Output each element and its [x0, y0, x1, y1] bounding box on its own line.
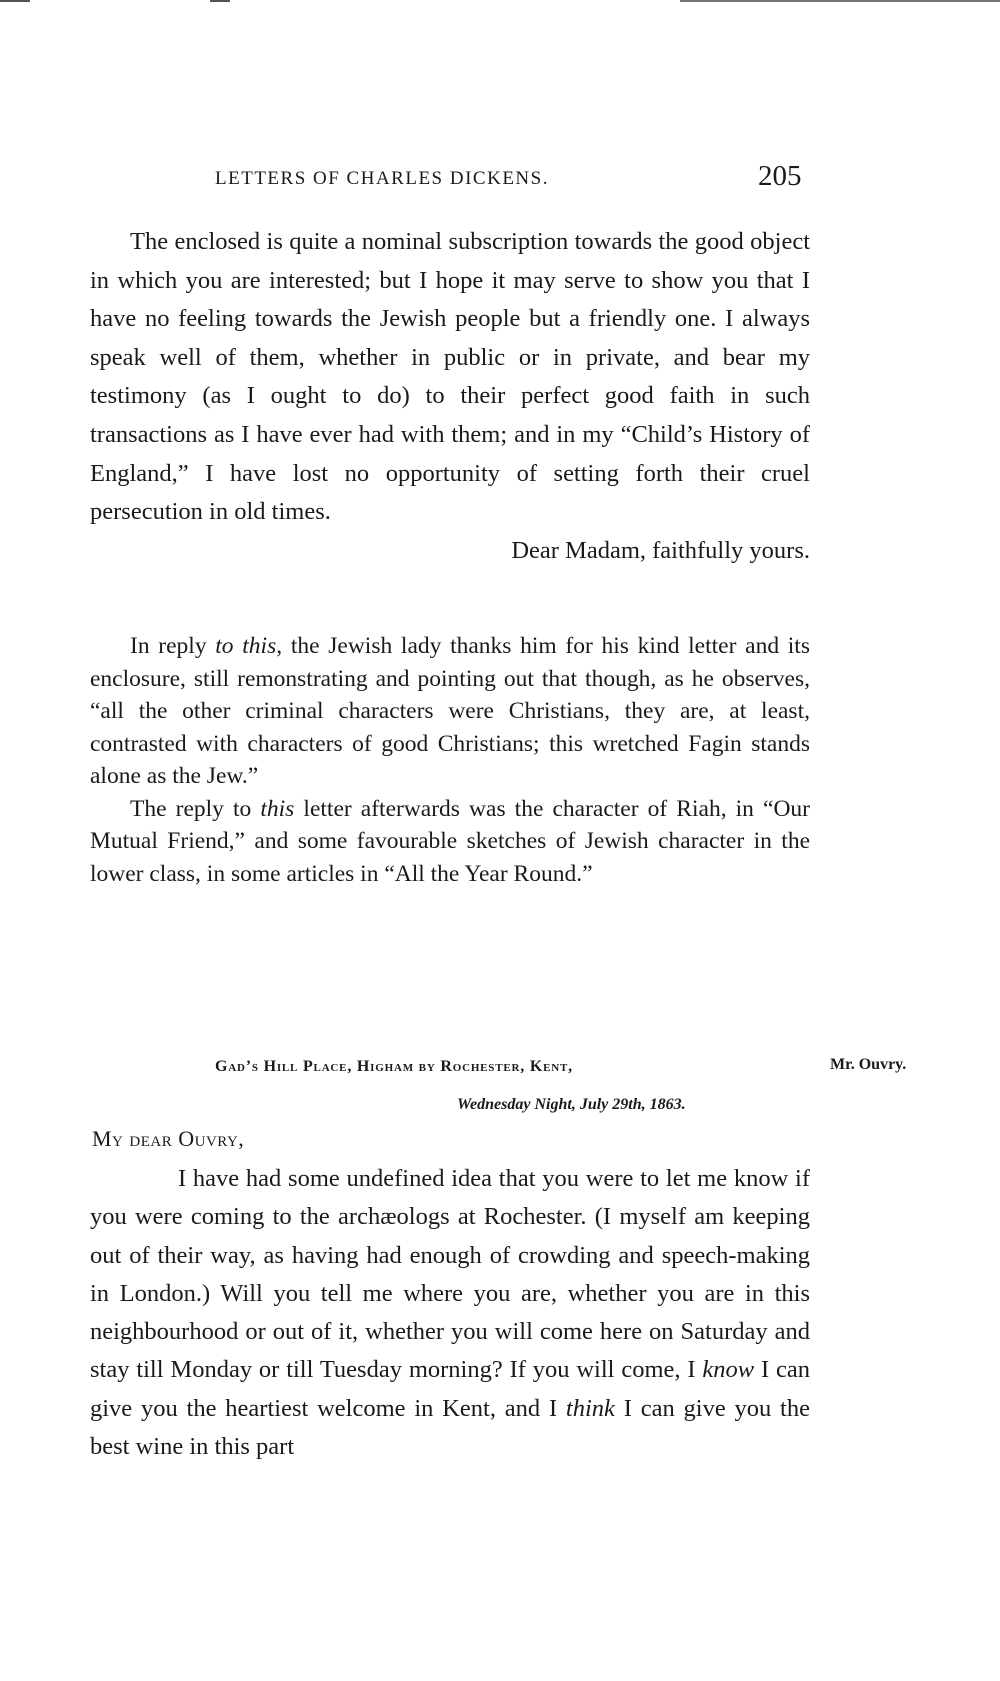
- letter-two-address: Gad’s Hill Place, Higham by Rochester, Kent,: [215, 1058, 573, 1075]
- letter-two-heading: [0, 1056, 1000, 1151]
- letter-two: [90, 1160, 810, 1466]
- letter-two-emphasis-think: think: [565, 1394, 615, 1422]
- narrative-section: [90, 630, 810, 890]
- narrative-p2-text-b: letter afterwards was the character of Riah, in “Our Mutual Friend,” and some favourable sketches of Jewish character in the lower class, in some articles in “All the Year Round.”: [90, 795, 810, 887]
- letter-one-valediction: Dear Madam, faithfully yours.: [511, 536, 810, 564]
- narrative-paragraph-2: [90, 793, 810, 891]
- letter-one-body: The enclosed is quite a nominal subscription towards the good object in which you are interested; but I hope it may serve to show you that I have no feeling towards the Jewish people but a friendly one. I always speak well of them, whether in public or in private, and bear my testimony (as I ought to do) to their perfect good faith in such transactions as I have ever had with them; and in my “Child’s History of England,” I have lost no opportunity of setting forth their cruel persecution in old times.: [90, 228, 810, 526]
- letter-two-text-a: I have had some undefined idea that you were to let me know if you were coming to the archæologs at Rochester. (I myself am keeping out of their way, as having had enough of crowding and speech-making in London.) Will you tell me where you are, whether you are in this neighbourhood or out of it, whether you will come here on Saturday and stay till Monday or till Tuesday morning? If you will come, I: [90, 1165, 810, 1384]
- scan-edge-marks: [0, 0, 1000, 6]
- letter-two-text-b: I can give you the heartiest welcome in Kent, and I: [90, 1356, 810, 1422]
- margin-note-recipient: Mr. Ouvry.: [830, 1056, 907, 1073]
- page-number: 205: [758, 160, 802, 192]
- narrative-paragraph-1: [90, 630, 810, 793]
- running-title: LETTERS OF CHARLES DICKENS.: [215, 168, 549, 189]
- narrative-p2-text-a: The reply to: [130, 795, 261, 822]
- letter-two-emphasis-know: know: [702, 1356, 755, 1384]
- letter-two-salutation: My dear Ouvry,: [92, 1126, 245, 1151]
- letter-two-text-c: I can give you the best wine in this part: [90, 1394, 810, 1461]
- narrative-p2-emphasis: this: [260, 795, 295, 822]
- letter-two-date: Wednesday Night, July 29th, 1863.: [457, 1096, 686, 1113]
- narrative-p1-emphasis: to this: [215, 633, 277, 659]
- narrative-p1-text-a: In reply: [130, 633, 216, 659]
- letter-two-body: [90, 1160, 810, 1466]
- running-head: [0, 160, 1000, 200]
- letter-one: [90, 223, 810, 570]
- narrative-p1-text-b: , the Jewish lady thanks him for his kind letter and its enclosure, still remonstrating and pointing out that though, as he observes, “all the other criminal characters were Christians, they are, at least, contrasted with characters of good Christians; this wretched Fagin stands alone as the Jew.”: [90, 633, 810, 789]
